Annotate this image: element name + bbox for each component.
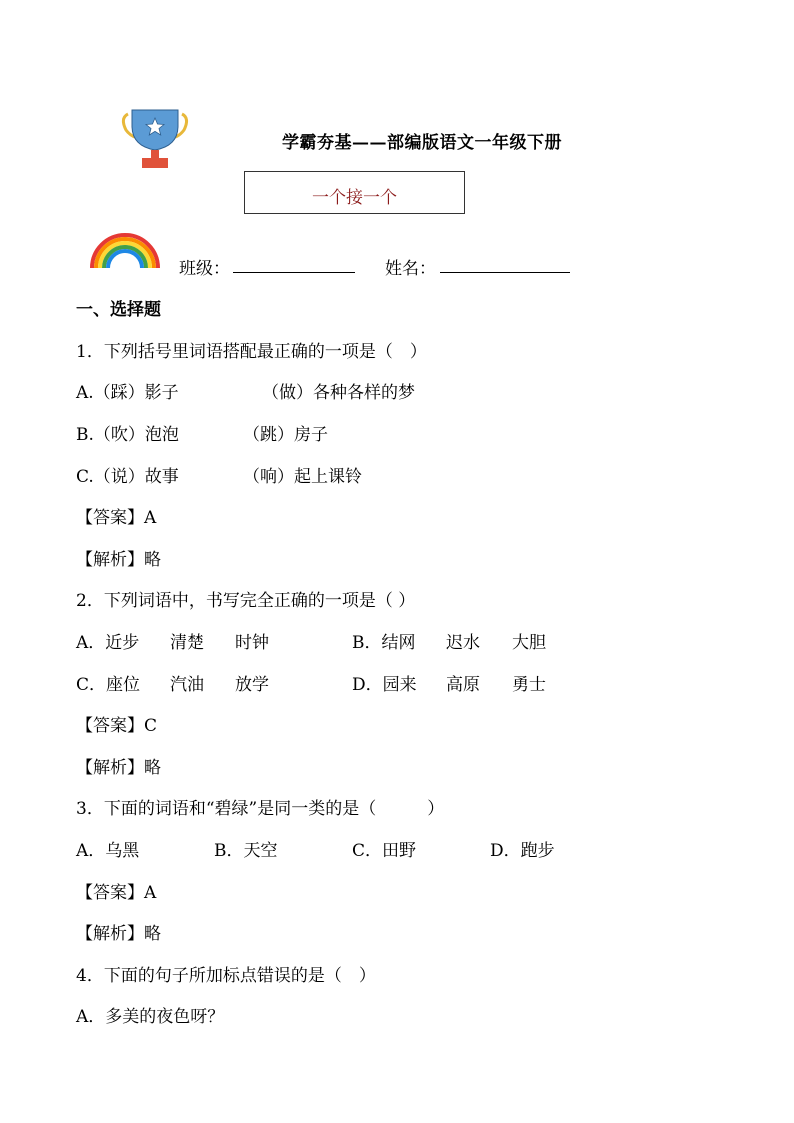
q3-option-d: D．跑步 (490, 841, 555, 861)
q3-stem: 3．下面的词语和“碧绿”是同一类的是（ ） (76, 799, 445, 819)
class-label: 班级： (179, 259, 230, 279)
q2-option-a-word3: 时钟 (235, 633, 269, 653)
q4-option-a: A．多美的夜色呀？ (76, 1007, 225, 1027)
name-label: 姓名： (385, 259, 436, 279)
q2-option-b-word3: 大胆 (512, 633, 546, 653)
q1-option-b-2: （跳）房子 (243, 425, 328, 445)
q2-analysis: 【解析】略 (76, 758, 161, 778)
q2-option-a-word2: 清楚 (170, 633, 204, 653)
q1-option-c: C.（说）故事 (76, 467, 179, 487)
q3-answer: 【答案】A (76, 883, 157, 903)
q1-answer: 【答案】A (76, 508, 157, 528)
q3-analysis: 【解析】略 (76, 924, 161, 944)
name-field[interactable] (440, 272, 570, 273)
trophy-icon (118, 108, 192, 170)
q1-option-a: A.（踩）影子 (76, 383, 179, 403)
q2-stem: 2．下列词语中，书写完全正确的一项是（ ） (76, 591, 416, 611)
q2-option-a: A．近步 (76, 633, 140, 653)
class-field[interactable] (233, 272, 355, 273)
q2-option-c: C．座位 (76, 675, 141, 695)
rainbow-icon (88, 228, 162, 270)
q3-option-a: A．乌黑 (76, 841, 140, 861)
q2-option-c-word2: 汽油 (170, 675, 204, 695)
q2-option-d-word2: 高原 (446, 675, 480, 695)
q3-option-b: B．天空 (214, 841, 278, 861)
q1-analysis: 【解析】略 (76, 550, 161, 570)
section-title: 一、选择题 (76, 300, 161, 320)
q2-option-b-word2: 迟水 (446, 633, 480, 653)
lesson-title: 一个接一个 (312, 188, 397, 208)
q2-option-c-word3: 放学 (235, 675, 269, 695)
q2-option-b: B．结网 (352, 633, 416, 653)
q1-option-a-2: （做）各种各样的梦 (262, 383, 415, 403)
q1-option-c-2: （响）起上课铃 (243, 467, 362, 487)
q1-option-b: B.（吹）泡泡 (76, 425, 179, 445)
q3-option-c: C．田野 (352, 841, 417, 861)
document-title: 学霸夯基——部编版语文一年级下册 (282, 133, 562, 153)
q2-option-d-word3: 勇士 (512, 675, 546, 695)
q2-option-d: D．园来 (352, 675, 417, 695)
q1-stem: 1．下列括号里词语搭配最正确的一项是（ ） (76, 342, 427, 362)
lesson-title-box (244, 171, 465, 214)
q4-stem: 4．下面的句子所加标点错误的是（ ） (76, 966, 376, 986)
q2-answer: 【答案】C (76, 716, 158, 736)
